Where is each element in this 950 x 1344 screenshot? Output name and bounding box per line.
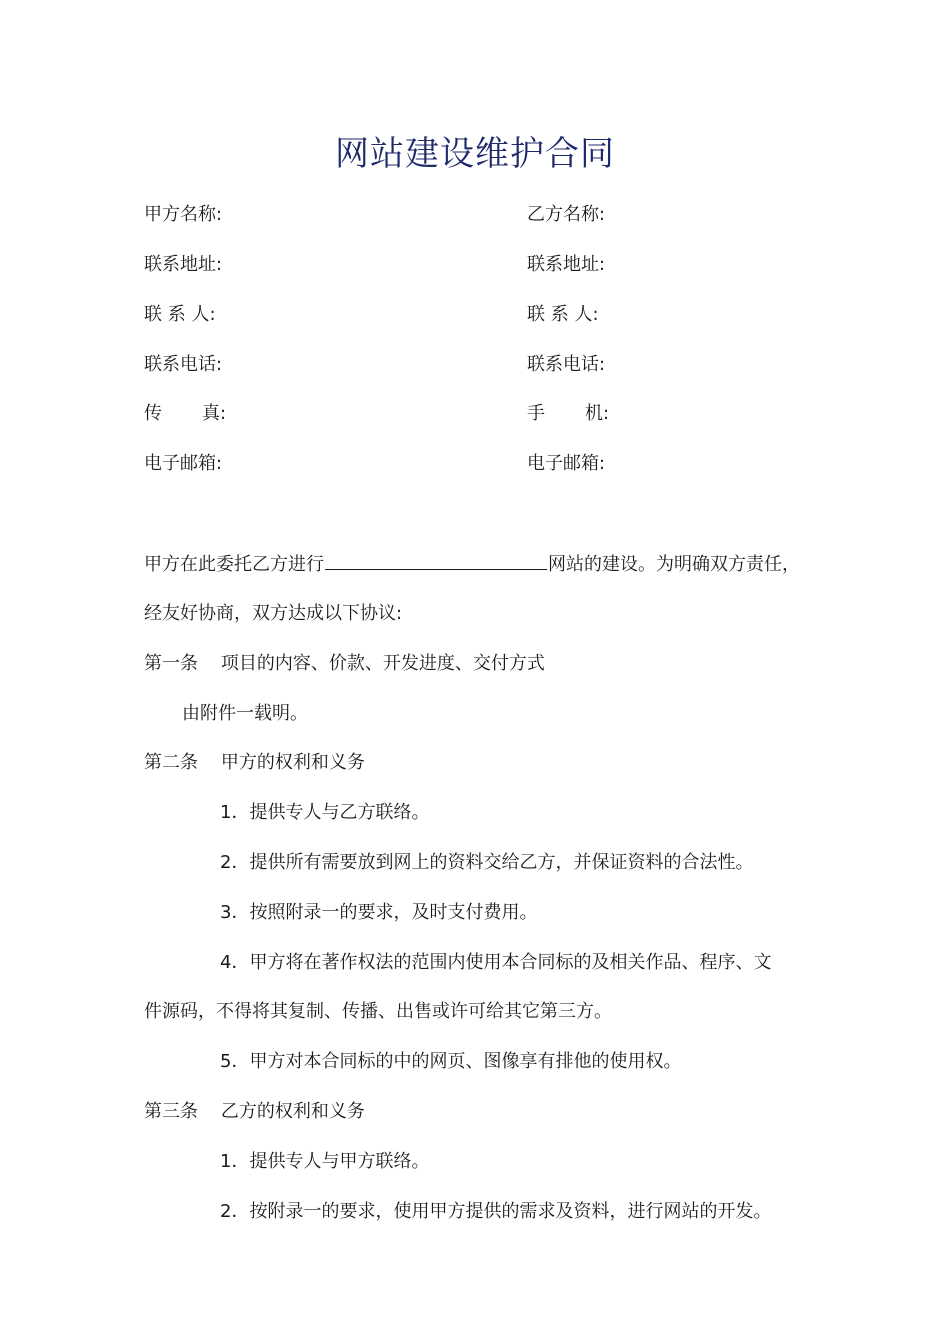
party-b-email-label: 电子邮箱:: [527, 453, 606, 474]
party-b-contact-label: 联 系 人:: [527, 304, 599, 325]
website-name-blank: [325, 551, 547, 570]
article-2-item-5: 5．甲方对本合同标的中的网页、图像享有排他的使用权。: [220, 1051, 682, 1072]
party-a-fax-label: 传 真:: [144, 403, 227, 424]
intro-line-2: 经友好协商，双方达成以下协议:: [144, 603, 403, 624]
article-2-heading: 第二条 甲方的权利和义务: [144, 752, 365, 773]
party-b-phone-label: 联系电话:: [527, 354, 606, 375]
article-2-item-4: 4．甲方将在著作权法的范围内使用本合同标的及相关作品、程序、文: [220, 952, 772, 973]
intro-text-after-blank: 网站的建设。为明确双方责任，: [548, 554, 800, 575]
document-title: 网站建设维护合同: [335, 134, 615, 174]
party-b-mobile-label: 手 机:: [527, 403, 610, 424]
article-2-item-2: 2．提供所有需要放到网上的资料交给乙方，并保证资料的合法性。: [220, 852, 754, 873]
party-a-contact-label: 联 系 人:: [144, 304, 216, 325]
article-1-heading: 第一条 项目的内容、价款、开发进度、交付方式: [144, 653, 545, 674]
party-b-name-label: 乙方名称:: [527, 204, 606, 225]
article-3-item-2: 2．按附录一的要求，使用甲方提供的需求及资料，进行网站的开发。: [220, 1201, 772, 1222]
party-a-phone-label: 联系电话:: [144, 354, 223, 375]
intro-line-1: [144, 551, 800, 578]
party-a-name-label: 甲方名称:: [144, 204, 223, 225]
party-a-address-label: 联系地址:: [144, 254, 223, 275]
article-2-item-3: 3．按照附录一的要求，及时支付费用。: [220, 902, 538, 923]
intro-text-before-blank: 甲方在此委托乙方进行: [144, 554, 324, 575]
article-3-item-1: 1．提供专人与甲方联络。: [220, 1151, 430, 1172]
article-1-body: 由附件一载明。: [182, 703, 308, 724]
party-a-email-label: 电子邮箱:: [144, 453, 223, 474]
article-3-heading: 第三条 乙方的权利和义务: [144, 1101, 365, 1122]
article-2-item-1: 1．提供专人与乙方联络。: [220, 802, 430, 823]
party-b-address-label: 联系地址:: [527, 254, 606, 275]
article-2-item-4-continued: 件源码，不得将其复制、传播、出售或许可给其它第三方。: [144, 1001, 612, 1022]
